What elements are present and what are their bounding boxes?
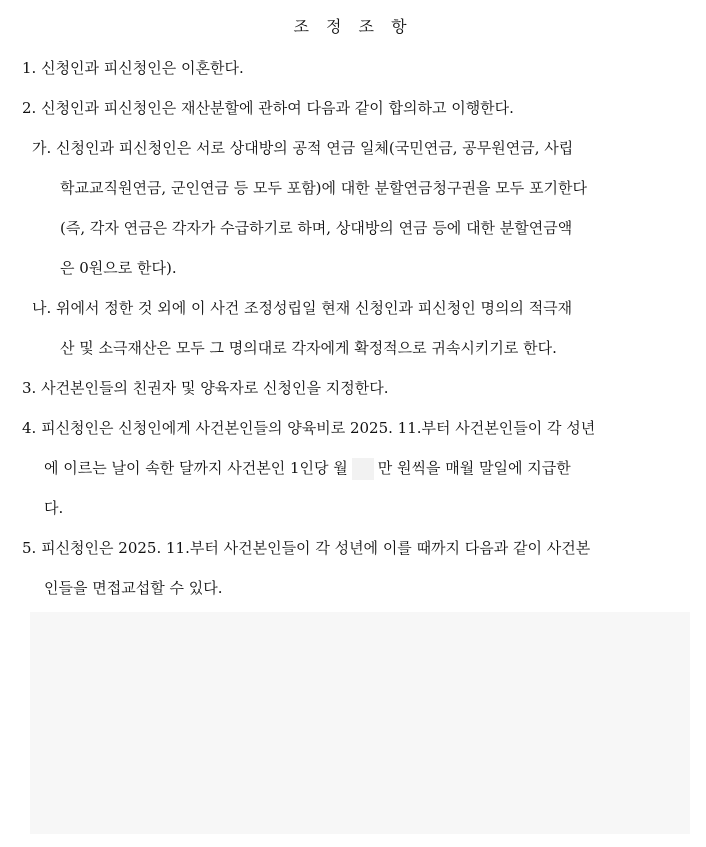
clause-2: 2. 신청인과 피신청인은 재산분할에 관하여 다음과 같이 합의하고 이행한다.: [22, 99, 514, 117]
document-title: 조 정 조 항: [293, 17, 413, 36]
clause-4: 4. 피신청인은 신청인에게 사건본인들의 양육비로 2025. 11.부터 사건본인들이 각 성년: [22, 419, 596, 437]
clause-2-ga-cont-1: 학교교직원연금, 군인연금 등 모두 포함)에 대한 분할연금청구권을 모두 포기한다: [60, 179, 587, 197]
clause-3: 3. 사건본인들의 친권자 및 양육자로 신청인을 지정한다.: [22, 379, 389, 397]
clause-2-ga-cont-2: (즉, 각자 연금은 각자가 수급하기로 하며, 상대방의 연금 등에 대한 분할연금액: [60, 219, 573, 237]
clause-5-cont: 인들을 면접교섭할 수 있다.: [44, 579, 223, 597]
clause-2-na: 나. 위에서 정한 것 외에 이 사건 조정성립일 현재 신청인과 피신청인 명의의 적극재: [32, 299, 573, 317]
redacted-amount: [352, 458, 374, 480]
clause-2-ga: 가. 신청인과 피신청인은 서로 상대방의 공적 연금 일체(국민연금, 공무원연금, 사립: [32, 139, 574, 157]
clause-2-na-cont: 산 및 소극재산은 모두 그 명의대로 각자에게 확정적으로 귀속시키기로 한다.: [60, 339, 557, 357]
clause-4-cont-1: [44, 458, 571, 480]
redacted-area: [30, 612, 690, 834]
clause-4-cont-1-after: 만 원씩을 매월 말일에 지급한: [377, 459, 571, 477]
clause-4-cont-1-before: 에 이르는 날이 속한 달까지 사건본인 1인당 월: [44, 459, 348, 477]
clause-4-cont-2: 다.: [44, 499, 64, 517]
clause-2-ga-cont-3: 은 0원으로 한다).: [60, 259, 177, 277]
clause-5: 5. 피신청인은 2025. 11.부터 사건본인들이 각 성년에 이를 때까지 다음과 같이 사건본: [22, 539, 591, 557]
clause-1: 1. 신청인과 피신청인은 이혼한다.: [22, 59, 244, 77]
